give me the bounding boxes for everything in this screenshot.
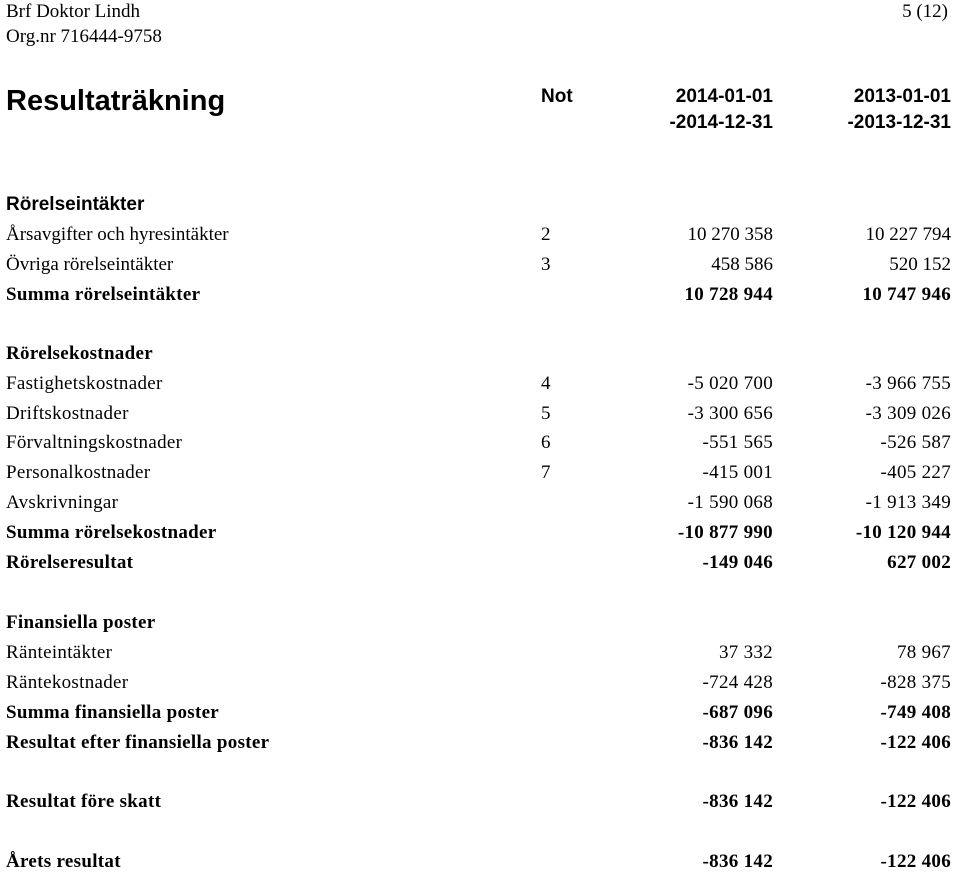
row-value-2013: -3 966 755 [865, 373, 951, 394]
row-value-2014: -1 590 068 [687, 492, 773, 513]
row-value-2014: -687 096 [702, 702, 773, 723]
row-label: Summa rörelsekostnader [6, 522, 217, 543]
row-note: 4 [541, 373, 551, 394]
row-value-2014: -724 428 [702, 672, 773, 693]
section-heading-financial-items [0, 608, 960, 638]
row-label: Summa finansiella poster [6, 702, 220, 723]
row-value-2013: 78 967 [896, 642, 951, 663]
period1-to-header: -2014-12-31 [669, 112, 773, 133]
row-value-2013: -122 406 [880, 791, 951, 812]
row-label: Rörelsekostnader [6, 343, 153, 364]
period2-from-header: 2013-01-01 [853, 86, 951, 107]
row-label: Fastighetskostnader [6, 373, 163, 394]
org-number: Org.nr 716444-9758 [6, 26, 162, 47]
table-row [0, 668, 960, 698]
row-label: Övriga rörelseintäkter [6, 254, 174, 275]
row-value-2013: 10 747 946 [862, 284, 951, 305]
row-value-2014: -10 877 990 [677, 522, 773, 543]
row-label: Avskrivningar [6, 492, 119, 513]
section-heading-operating-income [0, 190, 960, 220]
org-name: Brf Doktor Lindh [6, 1, 141, 22]
row-value-2013: -1 913 349 [865, 492, 951, 513]
row-value-2013: 520 152 [889, 254, 951, 275]
row-value-2014: 10 270 358 [687, 224, 773, 245]
row-label: Personalkostnader [6, 462, 151, 483]
row-value-2013: 10 227 794 [865, 224, 951, 245]
row-value-2013: -749 408 [880, 702, 951, 723]
row-label: Finansiella poster [6, 612, 156, 633]
row-label: Driftskostnader [6, 403, 129, 424]
row-value-2013: -828 375 [880, 672, 951, 693]
period2-to-header: -2013-12-31 [847, 112, 951, 133]
table-row [0, 638, 960, 668]
table-row [0, 250, 960, 280]
row-value-2013: -122 406 [880, 732, 951, 753]
row-value-2013: -122 406 [880, 851, 951, 872]
table-row [0, 428, 960, 458]
row-note: 5 [541, 403, 551, 424]
row-value-2014: -836 142 [702, 791, 773, 812]
subtotal-row [0, 728, 960, 758]
row-value-2013: -3 309 026 [865, 403, 951, 424]
subtotal-row [0, 787, 960, 817]
row-value-2014: -836 142 [702, 732, 773, 753]
row-value-2014: 10 728 944 [684, 284, 773, 305]
subtotal-row [0, 518, 960, 548]
row-label: Resultat efter finansiella poster [6, 732, 270, 753]
row-note: 3 [541, 254, 551, 275]
row-value-2013: -526 587 [880, 432, 951, 453]
table-row [0, 458, 960, 488]
table-row [0, 369, 960, 399]
section-heading-operating-costs [0, 339, 960, 369]
page-number: 5 (12) [902, 1, 948, 22]
row-value-2014: -415 001 [702, 462, 773, 483]
net-result-row [0, 847, 960, 877]
subtotal-row [0, 548, 960, 578]
row-note: 2 [541, 224, 551, 245]
row-value-2013: 627 002 [887, 552, 951, 573]
table-row [0, 488, 960, 518]
row-note: 6 [541, 432, 551, 453]
row-label: Rörelseresultat [6, 552, 134, 573]
page-title: Resultaträkning [6, 85, 226, 117]
row-note: 7 [541, 462, 551, 483]
row-value-2013: -405 227 [880, 462, 951, 483]
table-row [0, 399, 960, 429]
row-label: Årsavgifter och hyresintäkter [6, 224, 229, 245]
subtotal-row [0, 280, 960, 310]
row-label: Summa rörelseintäkter [6, 284, 201, 305]
row-label: Årets resultat [6, 851, 121, 872]
row-label: Rörelseintäkter [6, 194, 145, 215]
row-value-2014: 37 332 [718, 642, 773, 663]
row-value-2014: 458 586 [711, 254, 773, 275]
row-value-2014: -149 046 [702, 552, 773, 573]
row-value-2014: -551 565 [702, 432, 773, 453]
row-value-2014: -3 300 656 [687, 403, 773, 424]
table-row [0, 220, 960, 250]
subtotal-row [0, 698, 960, 728]
row-label: Ränteintäkter [6, 642, 113, 663]
row-label: Räntekostnader [6, 672, 129, 693]
row-value-2014: -5 020 700 [687, 373, 773, 394]
note-column-header: Not [541, 86, 573, 107]
row-value-2013: -10 120 944 [855, 522, 951, 543]
period1-from-header: 2014-01-01 [675, 86, 773, 107]
row-label: Förvaltningskostnader [6, 432, 183, 453]
row-value-2014: -836 142 [702, 851, 773, 872]
row-label: Resultat före skatt [6, 791, 162, 812]
